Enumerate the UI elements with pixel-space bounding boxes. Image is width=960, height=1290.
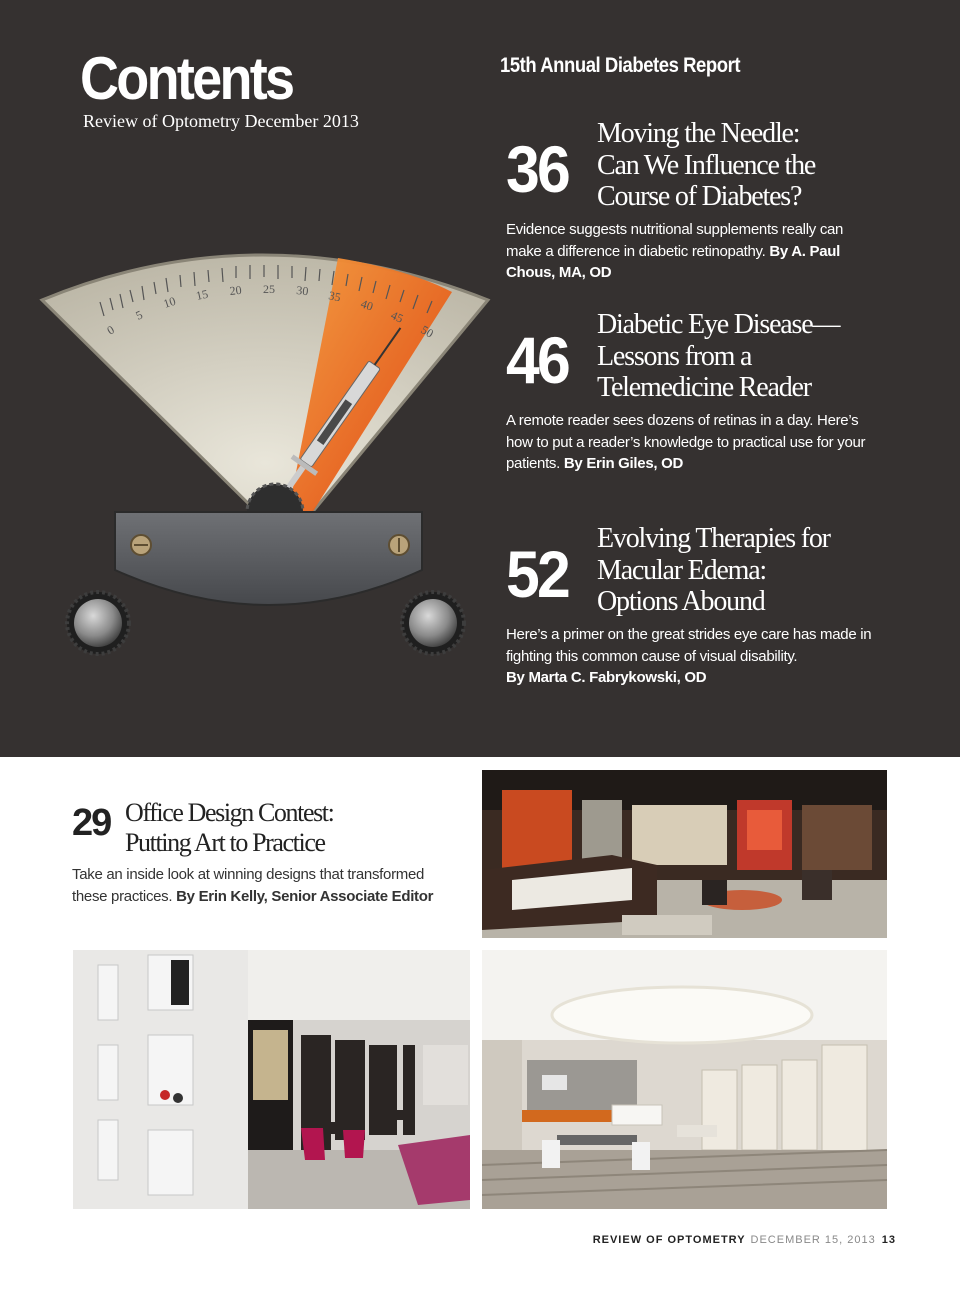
article-byline: By Marta C. Fabrykowski, OD [506,669,707,686]
article-page-number: 36 [506,132,569,206]
footer-publication: REVIEW OF OPTOMETRY [592,1234,746,1246]
gauge-label: 40 [359,296,375,314]
page-footer [593,1234,896,1246]
gauge-label: 15 [194,286,210,303]
gauge-label: 45 [388,307,406,326]
article-page-number: 29 [72,802,111,844]
section-heading: 15th Annual Diabetes Report [500,54,741,77]
article-description: A remote reader sees dozens of retinas in a day. Here’s how to put a reader’s knowledge to practical use for your patients. By Erin Giles, OD [506,412,866,472]
article-page-number: 46 [506,323,569,397]
gauge-label: 10 [161,293,178,311]
article-title: Evolving Therapies for Macular Edema: Options Abound [597,523,830,617]
article-title: Diabetic Eye Disease— Lessons from a Telemedicine Reader [597,309,840,403]
article-byline: By A. Paul Chous, MA, OD [506,242,841,281]
gauge-illustration [30,230,500,670]
footer-date: DECEMBER 15, 2013 [750,1234,876,1246]
office-photo-red [482,770,887,938]
gauge-label: 30 [295,283,310,299]
office-photo-white-niches [73,950,470,1209]
article-description: Here’s a primer on the great strides eye care has made in fighting this common cause of visual disability. By Marta C. Fabrykowski, OD [506,626,872,686]
gauge-label: 50 [418,322,436,341]
gauge-label: 0 [104,322,117,338]
footer-page-number: 13 [881,1234,896,1246]
article-title: Office Design Contest: Putting Art to Practice [125,798,334,857]
page-title: Contents [80,45,293,112]
article-description: Evidence suggests nutritional supplements really can make a difference in diabetic retinopathy. By A. Paul Chous, MA, OD [506,221,844,281]
article-byline: By Erin Kelly, Senior Associate Editor [176,888,434,905]
article-title: Moving the Needle: Can We Influence the Course of Diabetes? [597,118,816,212]
office-photo-bright [482,950,887,1209]
gauge-label: 35 [327,288,343,305]
article-description: Take an inside look at winning designs that transformed these practices. By Erin Kelly, Senior Associate Editor [72,866,434,905]
gauge-label: 5 [133,307,145,323]
gauge-label: 20 [228,282,243,298]
issue-subtitle: Review of Optometry December 2013 [83,111,359,131]
article-byline: By Erin Giles, OD [563,455,683,472]
article-page-number: 52 [506,537,569,611]
gauge-label: 25 [263,282,275,296]
